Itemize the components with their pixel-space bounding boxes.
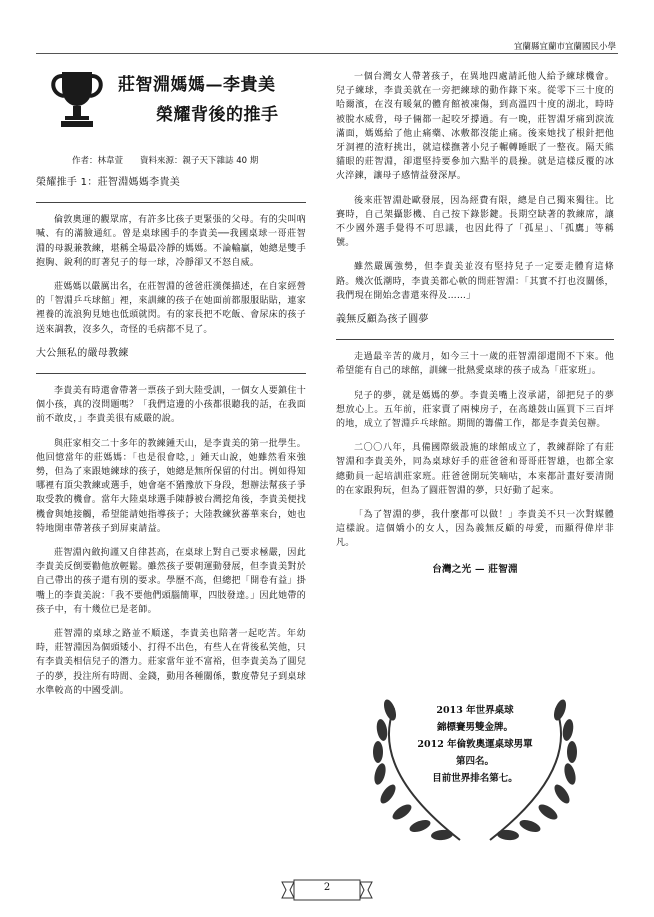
laurel-award-box [360,690,590,850]
award-line: 第四名。 [455,756,494,767]
paragraph: 莊智淵的桌球之路並不順遂，李貴美也陪著一起吃苦。年幼時，莊智淵因為個頭矮小、打得不出色，有些人在背後私笑他，只有李貴美相信兒子的潛力。莊家當年並不富裕，但李貴美為了圓兒子的夢，投注所有時間、金錢，動用各種關係，數度帶兒子到桌球水準較高的中國受訓。 [36,629,306,696]
award-line: 2013 年世界桌球 [436,705,514,716]
award-line: 錦標賽男雙金牌。 [436,722,513,733]
right-column [336,70,614,583]
section-heading-3: 義無反顧為孩子圓夢 [336,314,429,326]
paragraph: 與莊家相交二十多年的教練鍾天山，是李貴美的第一批學生。他回憶當年的莊媽媽：「也是很會唸，」鍾天山說，她雖然看來強勢，但為了來跟她練球的孩子，她總是無所保留的付出。例如得知哪裡有頂尖教練或選手，她會毫不猶豫放下身段，想辦法幫孩子爭取受教的機會。當年大陸桌球選手陳靜被台灣挖角後，李貴美便找機會與她接觸，希望能請她指導孩子；大陸教練狄蕃華來台，她也特地開車帶著孩子到屏東請益。 [36,438,306,534]
page-number: 2 [323,882,331,893]
award-line: 2012 年倫敦奧運桌球男單 [417,739,533,750]
paragraph: 二〇〇八年，具備國際級設施的球館成立了，教練群除了有莊智淵和李貴美外，同為桌球好手的莊爸爸和哥哥莊智雄，也都全家總動員一起培訓莊家班。莊爸爸開玩笑嘀咕，本來都計畫好要清閒的在家跟狗玩，但為了圓莊智淵的夢，只好動了起來。 [336,443,614,496]
page-number-ribbon [280,878,374,902]
paragraph: 後來莊智淵赴歐發展，因為經費有限，總是自己獨來獨往。比賽時，自己架攝影機、自己按下錄影鍵。長期空缺著的教練席，讓不少國外選手覺得不可思議，也因此得了「孤星」、「孤鷹」等稱號。 [336,195,614,249]
trophy-icon [48,66,106,130]
photo-caption: 台灣之光 — 莊智淵 [432,563,518,575]
section-rule [36,202,306,203]
header-rule [36,53,618,54]
paragraph: 「為了智淵的夢，我什麼都可以做！」李貴美不只一次對媒體這樣說。這個嬌小的女人，因為義無反顧的母愛，而顯得偉岸非凡。 [336,510,614,549]
article-title: 莊智淵媽媽—李貴美 [118,75,276,95]
school-name: 宜蘭縣宜蘭市宜蘭國民小學 [513,42,616,52]
paragraph: 莊智淵內斂拘謹又自律甚高，在桌球上對自己要求極嚴，因此李貴美反倒要勸他放輕鬆。雖然孩子要朝運動發展，但李貴美對於自己帶出的孩子還有別的要求。學歷不高，但總把「開卷有益」掛嘴上的李貴美說：「我不要他們頭腦簡單，四肢發達。」因此她帶的孩子中，有十幾位已是老師。 [36,548,307,615]
paragraph: 雖然嚴厲強勢，但李貴美並沒有堅持兒子一定要走體育這條路。幾次低潮時，李貴美都心軟的問莊智淵：「其實不打也沒關係，我們現在開始念書還來得及……」 [336,262,614,301]
section-rule [336,339,614,340]
left-column [36,176,306,708]
paragraph: 兒子的夢，就是媽媽的夢。李貴美嘴上沒承諾，卻把兒子的夢想放心上。五年前，莊家賣了兩棟房子，在高雄鼓山區買下三百坪的地，成立了智淵乒乓球館。期間的籌備工作，都是李貴美包辦。 [336,390,614,430]
paragraph: 走過最辛苦的歲月，如今三十一歲的莊智淵卻還閒不下來。他希望能有自己的球館，訓練一批熱愛桌球的孩子成為「莊家班」。 [336,352,614,377]
byline: 作者：林韋萱 資料來源：親子天下雜誌 40 期 [72,156,259,166]
section-rule [36,373,306,374]
section-heading-2: 大公無私的嚴母教練 [36,347,129,359]
article-subtitle: 榮耀背後的推手 [156,105,279,125]
paragraph: 倫敦奧運的觀眾席，有許多比孩子更緊張的父母。有的尖叫吶喊、有的滿臉通紅。曾是桌球國手的李貴美──我國桌球一哥莊智淵的母親兼教練，堪稱全場最冷靜的媽媽。不論輸贏，她總是雙手抱胸、銳利的盯著兒子的每一球，冷靜卻又不怒自威。 [36,215,306,268]
award-line: 目前世界排名第七。 [432,773,518,784]
paragraph: 莊媽媽以嚴厲出名，在莊智淵的爸爸莊漢傑描述，在自家經營的「智淵乒乓球館」裡，來訓練的孩子在她面前都服服貼貼，連家裡養的流浪狗見她也低頭就閃。有的家長把不吃飯、會尿床的孩子送來調教，沒多久，奇怪的毛病都不見了。 [36,282,306,335]
award-text [360,702,590,787]
paragraph: 一個台灣女人帶著孩子，在異地四處請託他人給予練球機會。兒子練球，李貴美就在一旁把練球的動作錄下來。從零下三十度的哈爾濱，在沒有暖氣的體育館被凍傷，到高溫四十度的湖北，時時被脫水威脅，母子倆都一起咬牙撐過。有一晚，莊智淵牙痛到淚流滿面，媽媽給了他止痛藥、冰敷都沒能止痛。後來她找了根針把他牙洞裡的渣籽挑出，就這樣撫著小兒子輾轉睡眠了一整夜。隔天熊貓眼的莊智淵，卻還堅持要參加六點半的晨操。就是這樣反覆的冰火淬鍊，讓母子感情益發深厚。 [336,72,614,182]
section-heading-1: 榮耀推手 1：莊智淵媽媽李貴美 [36,177,181,188]
paragraph: 李貴美有時還會帶著一票孩子到大陸受訓，一個女人要鎮住十個小孩，真的沒問題嗎？「我們這邊的小孩都很聽我的話，在我面前不敢皮，」李貴美很有威嚴的說。 [36,386,306,425]
